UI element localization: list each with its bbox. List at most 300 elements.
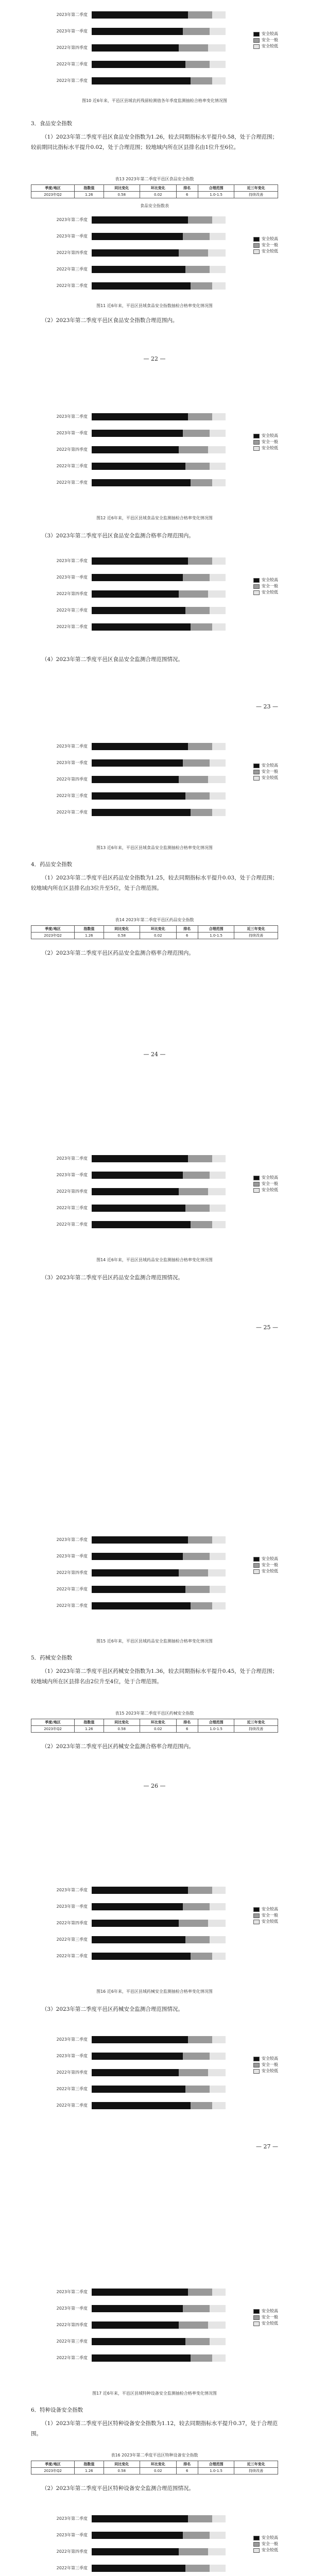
- legend-label: 安全较高: [262, 1556, 278, 1561]
- paragraph: （1）2023年第二季度平邑区食品安全指数为1.26，较去同期指标水平提升0.58，处于合理范围；较前期同比指标水平提升0.02，处于合理范围；较地域内所在区县排名由1位升至6位。: [31, 134, 278, 150]
- chart-row-label: 2022年第二季度: [56, 283, 88, 288]
- chart-row: [36, 2564, 278, 2573]
- legend-label: 安全一般: [262, 1563, 278, 1567]
- table-row: [31, 1726, 278, 1733]
- paragraph: （3）2023年第二季度平邑区药品安全监测合理范围情况。: [42, 1275, 183, 1281]
- data-table: [31, 1719, 278, 1733]
- bar-segment: [92, 557, 188, 565]
- stacked-bar: [92, 216, 226, 224]
- chart-row: [36, 1171, 278, 1180]
- chart-legend: [253, 2308, 278, 2327]
- bar-segment: [210, 61, 226, 68]
- chart-row-label: 2023年第二季度: [56, 1537, 88, 1542]
- bar-chart: [36, 1154, 278, 1236]
- data-table: [31, 2461, 278, 2475]
- chart-row: [36, 2320, 278, 2330]
- chart-row-label: 2022年第三季度: [56, 2339, 88, 2344]
- bar-segment: [210, 2305, 226, 2312]
- chart-row: [36, 76, 278, 86]
- stacked-bar: [92, 413, 226, 420]
- bar-segment: [185, 2086, 210, 2093]
- bar-segment: [212, 282, 226, 290]
- bar-segment: [92, 809, 191, 816]
- bar-segment: [208, 2069, 226, 2076]
- chart-row: [36, 2531, 278, 2540]
- bar-segment: [191, 77, 212, 84]
- legend-item: [253, 439, 278, 445]
- bar-segment: [183, 1172, 210, 1179]
- legend-item: [253, 2535, 278, 2541]
- bar-chart: [36, 2035, 278, 2117]
- legend-swatch: [253, 1563, 260, 1568]
- bar-chart: [36, 10, 278, 93]
- chart-row-label: 2022年第三季度: [56, 62, 88, 66]
- legend-swatch: [253, 764, 260, 768]
- table-header-cell: 指数值: [75, 926, 104, 933]
- legend-item: [253, 242, 278, 248]
- bar-segment: [185, 463, 210, 470]
- bar-segment: [212, 809, 226, 816]
- bar-segment: [179, 446, 208, 453]
- bar-segment: [208, 776, 226, 783]
- table-header-cell: 指数值: [75, 1719, 104, 1726]
- bar-segment: [210, 1553, 226, 1560]
- bar-segment: [188, 2289, 212, 2296]
- bar-segment: [92, 590, 179, 598]
- bar-segment: [210, 233, 226, 240]
- stacked-bar: [92, 2532, 226, 2539]
- legend-label: 安全一般: [262, 439, 278, 444]
- legend-swatch: [253, 1182, 260, 1187]
- bar-segment: [92, 1903, 183, 1910]
- bar-segment: [92, 792, 185, 800]
- table-cell: 6: [176, 2468, 198, 2475]
- table-header-cell: 环比变化: [140, 926, 177, 933]
- bar-segment: [92, 1887, 188, 1894]
- stacked-bar: [92, 590, 226, 598]
- chart-row: [36, 2304, 278, 2313]
- bar-segment: [92, 2565, 185, 2572]
- table-header-cell: 指数值: [75, 2461, 104, 2468]
- chart-row: [36, 622, 278, 632]
- bar-segment: [212, 2102, 226, 2109]
- bar-segment: [179, 44, 208, 52]
- chart-legend: [253, 577, 278, 596]
- bar-segment: [210, 1903, 226, 1910]
- legend-label: 安全一般: [262, 769, 278, 774]
- legend-item: [253, 577, 278, 583]
- chart-row-label: 2023年第二季度: [56, 414, 88, 419]
- chart-row-label: 2022年第二季度: [56, 480, 88, 485]
- page-number: — 26 —: [143, 1783, 166, 1789]
- table-header-cell: 合理范围: [198, 1719, 234, 1726]
- chart-row-label: 2023年第一季度: [56, 760, 88, 765]
- chart-row-label: 2023年第二季度: [56, 217, 88, 222]
- table-header-row: [31, 185, 278, 192]
- chart-row-label: 2022年第四季度: [56, 2070, 88, 2075]
- legend-swatch: [253, 2321, 260, 2326]
- stacked-bar: [92, 759, 226, 767]
- stacked-bar: [92, 2548, 226, 2555]
- bar-segment: [185, 792, 210, 800]
- chart-row-label: 2022年第四季度: [56, 447, 88, 452]
- bar-segment: [210, 1172, 226, 1179]
- bar-segment: [188, 11, 212, 19]
- table-header-cell: 同比变化: [104, 1719, 140, 1726]
- bar-segment: [92, 11, 188, 19]
- page-number: — 22 —: [143, 355, 166, 362]
- chart-row: [36, 573, 278, 582]
- stacked-bar: [92, 446, 226, 453]
- table-header-row: [31, 2461, 278, 2468]
- chart-row-label: 2022年第三季度: [56, 2566, 88, 2570]
- stacked-bar: [92, 44, 226, 52]
- table-caption: 表16 2023年第二季度平邑区特种设备安全指数: [111, 2453, 198, 2458]
- legend-item: [253, 1562, 278, 1568]
- bar-segment: [191, 1221, 212, 1228]
- bar-segment: [191, 623, 212, 631]
- bar-segment: [183, 2305, 210, 2312]
- stacked-bar: [92, 61, 226, 68]
- bar-segment: [212, 2354, 226, 2362]
- bar-segment: [188, 1155, 212, 1162]
- stacked-bar: [92, 2289, 226, 2296]
- bar-segment: [179, 776, 208, 783]
- stacked-bar: [92, 2053, 226, 2060]
- bar-segment: [92, 2548, 179, 2555]
- stacked-bar: [92, 1188, 226, 1195]
- legend-swatch: [253, 440, 260, 445]
- stacked-bar: [92, 1205, 226, 1212]
- legend-item: [253, 236, 278, 242]
- table-header-cell: 季度/地区: [31, 185, 75, 192]
- chart-row: [36, 412, 278, 421]
- bar-segment: [92, 2321, 179, 2329]
- figure-caption: 图17 近6年来，平邑区县域特种设备安全监测抽检合格率变化情况图: [92, 2391, 217, 2396]
- bar-chart: [36, 742, 278, 824]
- bar-segment: [210, 607, 226, 614]
- paragraph: （1）2023年第二季度平邑区药械安全指数为1.36，较去同期指标水平提升0.45，处于合理范围；较地域内所在区县排名由2位升至4位，处于合理范围。: [31, 1668, 278, 1685]
- table-caption: 表15 2023年第二季度平邑区药械安全指数: [115, 1711, 194, 1716]
- legend-item: [253, 433, 278, 439]
- table-cell: 2023年Q2: [31, 2468, 75, 2475]
- bar-chart: [36, 412, 278, 495]
- legend-item: [253, 43, 278, 49]
- legend-item: [253, 37, 278, 43]
- legend-label: 安全较低: [262, 590, 278, 595]
- bar-chart: [36, 2287, 278, 2370]
- bar-segment: [92, 1553, 183, 1560]
- bar-segment: [92, 1221, 191, 1228]
- table-row: [31, 933, 278, 939]
- chart-row-label: 2023年第二季度: [56, 744, 88, 749]
- legend-item: [253, 1556, 278, 1562]
- chart-row-label: 2023年第二季度: [56, 2516, 88, 2521]
- bar-segment: [212, 623, 226, 631]
- stacked-bar: [92, 2069, 226, 2076]
- bar-segment: [212, 479, 226, 486]
- bar-segment: [92, 61, 185, 68]
- bar-segment: [185, 266, 210, 273]
- figure-caption: 图13 近6年来，平邑区县域食品安全监测抽检合格率变化情况图: [96, 845, 213, 850]
- chart-row: [36, 1585, 278, 1594]
- bar-segment: [188, 216, 212, 224]
- bar-segment: [212, 1536, 226, 1544]
- bar-segment: [185, 2338, 210, 2345]
- table-header-cell: 近三年变化: [234, 2461, 278, 2468]
- table-header-row: [31, 1719, 278, 1726]
- legend-label: 安全一般: [262, 584, 278, 588]
- bar-segment: [212, 1602, 226, 1609]
- table-cell: 持续改善: [234, 192, 278, 198]
- chart-row: [36, 1902, 278, 1911]
- stacked-bar: [92, 2305, 226, 2312]
- bar-segment: [92, 1602, 191, 1609]
- legend-item: [253, 1568, 278, 1574]
- chart-row: [36, 281, 278, 291]
- legend-label: 安全较低: [262, 249, 278, 253]
- table-header-cell: 排名: [176, 1719, 198, 1726]
- bar-segment: [92, 413, 188, 420]
- chart-row: [36, 462, 278, 471]
- bar-segment: [183, 1553, 210, 1560]
- table-cell: 6: [176, 192, 198, 198]
- bar-segment: [208, 1569, 226, 1577]
- chart-row: [36, 43, 278, 53]
- bar-segment: [210, 1205, 226, 1212]
- stacked-bar: [92, 430, 226, 437]
- chart-row-label: 2023年第二季度: [56, 1156, 88, 1161]
- bar-segment: [92, 266, 185, 273]
- bar-chart: [36, 1535, 278, 1618]
- chart-row-label: 2023年第一季度: [56, 2306, 88, 2311]
- legend-swatch: [253, 2069, 260, 2074]
- stacked-bar: [92, 743, 226, 750]
- chart-row-label: 2023年第一季度: [56, 1554, 88, 1558]
- paragraph: （2）2023年第二季度平邑区食品安全指数合理范围内。: [42, 317, 178, 324]
- chart-row-label: 2022年第三季度: [56, 1587, 88, 1591]
- chart-row-label: 2022年第二季度: [56, 1603, 88, 1608]
- chart-row: [36, 556, 278, 566]
- table-header-cell: 近三年变化: [234, 1719, 278, 1726]
- chart-row-label: 2023年第一季度: [56, 1904, 88, 1909]
- paragraph: （3）2023年第二季度平邑区食品安全监测合格率合理范围内。: [42, 533, 194, 539]
- bar-segment: [212, 2036, 226, 2043]
- legend-swatch: [253, 1188, 260, 1193]
- table-caption: 表13 2023年第二季度平邑区食品安全指数: [115, 177, 194, 181]
- legend-swatch: [253, 2542, 260, 2547]
- bar-segment: [185, 2565, 210, 2572]
- bar-chart: [36, 215, 278, 298]
- bar-segment: [208, 44, 226, 52]
- chart-row: [36, 232, 278, 241]
- table-row: [31, 2468, 278, 2475]
- chart-row-label: 2022年第三季度: [56, 1206, 88, 1210]
- legend-label: 安全较高: [262, 31, 278, 36]
- stacked-bar: [92, 11, 226, 19]
- table-header-cell: 合理范围: [198, 926, 234, 933]
- chart-row: [36, 10, 278, 20]
- table-header-cell: 同比变化: [104, 2461, 140, 2468]
- bar-segment: [179, 2321, 208, 2329]
- page-number: — 27 —: [256, 2143, 278, 2150]
- chart-row: [36, 2353, 278, 2363]
- table-header-cell: 近三年变化: [234, 926, 278, 933]
- chart-row: [36, 27, 278, 36]
- stacked-bar: [92, 2338, 226, 2345]
- bar-segment: [208, 1920, 226, 1927]
- bar-segment: [92, 2515, 188, 2522]
- bar-segment: [92, 282, 191, 290]
- table-cell: 6: [176, 933, 198, 939]
- bar-segment: [208, 2548, 226, 2555]
- chart-row-label: 2023年第一季度: [56, 431, 88, 435]
- legend-label: 安全较高: [262, 2056, 278, 2061]
- stacked-bar: [92, 2036, 226, 2043]
- table-cell: 1.26: [75, 1726, 104, 1733]
- chart-row: [36, 2337, 278, 2346]
- legend-label: 安全较高: [262, 433, 278, 438]
- bar-chart: [36, 1886, 278, 1968]
- table-cell: 1.0-1.5: [198, 192, 234, 198]
- stacked-bar: [92, 1155, 226, 1162]
- paragraph: （3）2023年第二季度平邑区药械安全监测合理范围情况。: [42, 2006, 183, 2012]
- legend-label: 安全较高: [262, 578, 278, 582]
- chart-row-label: 2022年第四季度: [56, 1921, 88, 1925]
- legend-item: [253, 445, 278, 451]
- bar-segment: [210, 2338, 226, 2345]
- bar-segment: [188, 557, 212, 565]
- bar-segment: [179, 249, 208, 257]
- page-number: — 24 —: [143, 1051, 166, 1058]
- bar-segment: [185, 1586, 210, 1593]
- legend-label: 安全较低: [262, 1188, 278, 1192]
- chart-legend: [253, 433, 278, 451]
- chart-row: [36, 265, 278, 274]
- bar-segment: [179, 1188, 208, 1195]
- table-cell: 0.58: [104, 2468, 140, 2475]
- bar-segment: [92, 2102, 191, 2109]
- bar-segment: [92, 607, 185, 614]
- chart-row-label: 2022年第四季度: [56, 250, 88, 255]
- bar-segment: [92, 2305, 183, 2312]
- chart-row-label: 2022年第四季度: [56, 591, 88, 596]
- bar-segment: [92, 479, 191, 486]
- bar-segment: [92, 1953, 191, 1960]
- chart-row: [36, 1952, 278, 1961]
- legend-item: [253, 769, 278, 775]
- legend-swatch: [253, 1557, 260, 1562]
- legend-swatch: [253, 1913, 260, 1918]
- bar-segment: [210, 2532, 226, 2539]
- stacked-bar: [92, 809, 226, 816]
- chart-legend: [253, 2056, 278, 2074]
- chart-row: [36, 215, 278, 225]
- bar-segment: [179, 590, 208, 598]
- chart-row-label: 2023年第二季度: [56, 1888, 88, 1892]
- table-header-cell: 同比变化: [104, 185, 140, 192]
- bar-segment: [92, 2069, 179, 2076]
- bar-segment: [208, 446, 226, 453]
- legend-label: 安全一般: [262, 1181, 278, 1186]
- legend-swatch: [253, 1907, 260, 1912]
- table-note: 食品安全指数表: [140, 204, 169, 208]
- chart-legend: [253, 1906, 278, 1925]
- table-cell: 1.26: [75, 192, 104, 198]
- legend-swatch: [253, 446, 260, 451]
- chart-legend: [253, 236, 278, 255]
- bar-segment: [92, 2354, 191, 2362]
- bar-segment: [92, 463, 185, 470]
- bar-segment: [92, 1586, 185, 1593]
- table-header-cell: 环比变化: [140, 185, 177, 192]
- paragraph: （4）2023年第二季度平邑区食品安全监测合理范围情况。: [42, 656, 183, 663]
- legend-item: [253, 589, 278, 596]
- legend-item: [253, 762, 278, 769]
- legend-item: [253, 2068, 278, 2074]
- chart-row: [36, 478, 278, 487]
- bar-segment: [183, 1903, 210, 1910]
- stacked-bar: [92, 776, 226, 783]
- legend-swatch: [253, 243, 260, 248]
- legend-label: 安全较高: [262, 1175, 278, 1180]
- stacked-bar: [92, 1903, 226, 1910]
- stacked-bar: [92, 574, 226, 581]
- table-header-cell: 合理范围: [198, 185, 234, 192]
- bar-segment: [92, 743, 188, 750]
- legend-label: 安全较低: [262, 2548, 278, 2552]
- bar-segment: [92, 430, 183, 437]
- bar-segment: [191, 1953, 212, 1960]
- legend-item: [253, 2056, 278, 2062]
- table-cell: 0.02: [140, 192, 177, 198]
- stacked-bar: [92, 1221, 226, 1228]
- chart-legend: [253, 1175, 278, 1193]
- bar-segment: [210, 1936, 226, 1943]
- table-cell: 持续改善: [234, 933, 278, 939]
- bar-segment: [212, 2289, 226, 2296]
- bar-segment: [188, 413, 212, 420]
- bar-segment: [185, 1936, 210, 1943]
- bar-segment: [92, 2053, 183, 2060]
- legend-label: 安全较高: [262, 236, 278, 241]
- bar-segment: [212, 413, 226, 420]
- bar-segment: [208, 249, 226, 257]
- stacked-bar: [92, 2086, 226, 2093]
- table-header-cell: 排名: [176, 926, 198, 933]
- bar-segment: [191, 479, 212, 486]
- paragraph: （2）2023年第二季度平邑区药品安全监测合格率合理范围内。: [42, 950, 194, 956]
- legend-swatch: [253, 776, 260, 781]
- bar-segment: [210, 574, 226, 581]
- table-cell: 1.0-1.5: [198, 1726, 234, 1733]
- table-header-cell: 同比变化: [104, 926, 140, 933]
- legend-item: [253, 2308, 278, 2314]
- figure-caption: 图16 近6年来，平邑区县域药械安全监测抽检合格率变化情况图: [96, 1989, 213, 1994]
- chart-row: [36, 808, 278, 817]
- stacked-bar: [92, 2565, 226, 2572]
- stacked-bar: [92, 1569, 226, 1577]
- stacked-bar: [92, 77, 226, 84]
- legend-item: [253, 2547, 278, 2553]
- legend-swatch: [253, 2536, 260, 2540]
- bar-segment: [183, 759, 210, 767]
- chart-row-label: 2023年第二季度: [56, 558, 88, 563]
- chart-row: [36, 1568, 278, 1578]
- bar-segment: [92, 1188, 179, 1195]
- chart-row: [36, 445, 278, 454]
- legend-item: [253, 1175, 278, 1181]
